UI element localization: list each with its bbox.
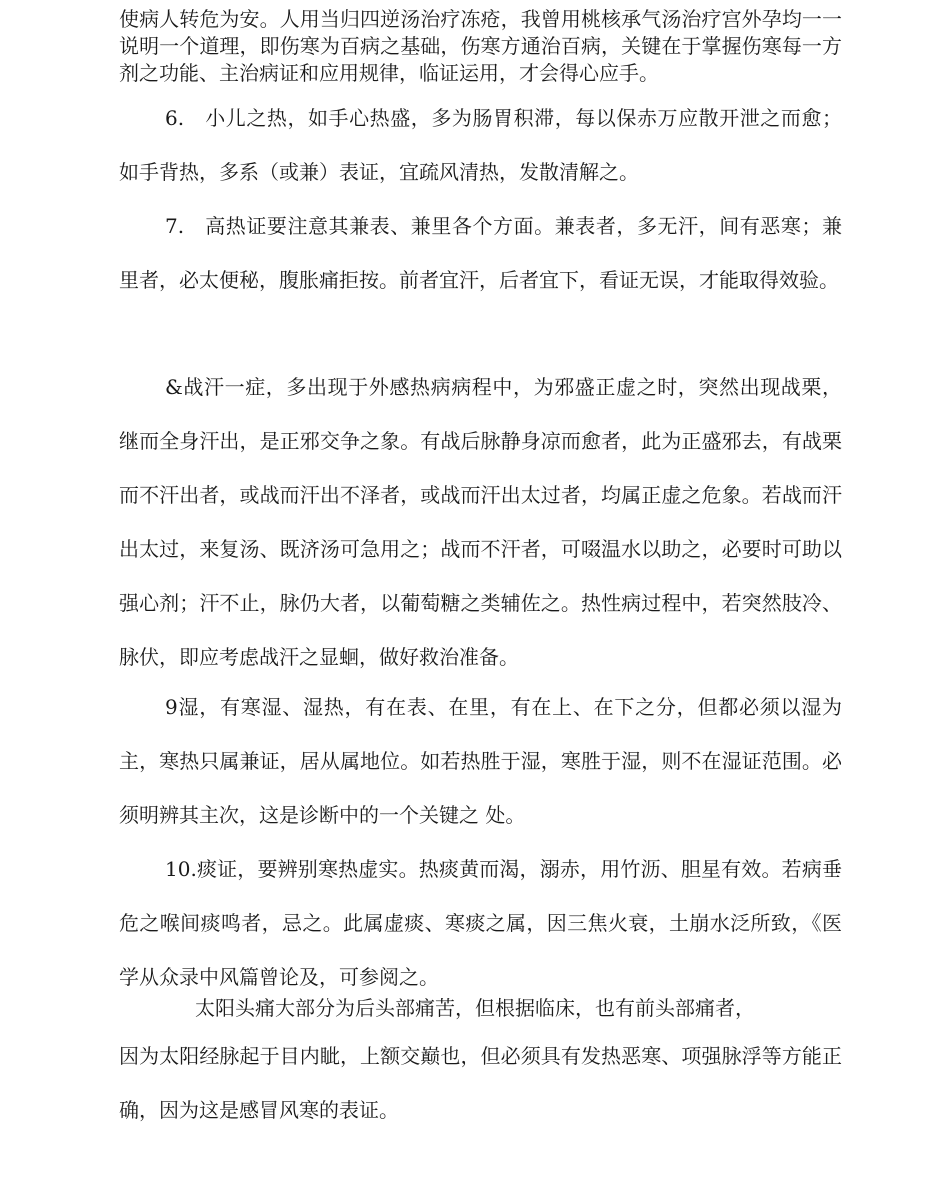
paragraph-taiyang-headache-first-line: 太阳头痛大部分为后头部痛苦，但根据临床，也有前头部痛者， (195, 996, 755, 1020)
paragraph-item-6: 6. 小儿之热，如手心热盛，多为肠胃积滞，每以保赤万应散开泄之而愈；如手背热，多系（或兼）表证，宜疏风清热，发散清解之。 (119, 106, 842, 184)
paragraph-item-9: 9湿，有寒湿、湿热，有在表、在里，有在上、在下之分，但都必须以湿为主，寒热只属兼证，居从属地位。如若热胜于湿，寒胜于湿，则不在湿证范围。必须明辨其主次，这是诊断中的一个关键之 处。 (119, 695, 842, 827)
paragraph-intro-continuation: 使病人转危为安。人用当归四逆汤治疗冻疮，我曾用桃核承气汤治疗宫外孕均一一说明一个道理，即伤寒为百病之基础，伤寒方通治百病，关键在于掌握伤寒每一方剂之功能、主治病证和应用规律，临证运用，才会得心应手。 (119, 7, 842, 85)
paragraph-item-8: &战汗一症，多出现于外感热病病程中，为邪盛正虚之时，突然出现战栗，继而全身汗出，是正邪交争之象。有战后脉静身凉而愈者，此为正盛邪去，有战栗而不汗出者，或战而汗出不泽者，或战而汗出太过者，均属正虚之危象。若战而汗出太过，来复汤、既济汤可急用之；战而不汗者，可啜温水以助之，必要时可助以强心剂；汗不止，脉仍大者，以葡萄糖之类辅佐之。热性病过程中，若突然肢冷、脉伏，即应考虑战汗之显蛔，做好救治准备。 (119, 375, 842, 669)
paragraph-item-10: 10.痰证，要辨别寒热虚实。热痰黄而渴，溺赤，用竹沥、胆星有效。若病垂危之喉间痰鸣者，忌之。此属虚痰、寒痰之属，因三焦火衰，土崩水泛所致，《医学从众录中风篇曾论及，可参阅之。 (119, 857, 842, 989)
paragraph-item-7: 7. 高热证要注意其兼表、兼里各个方面。兼表者，多无汗，间有恶寒；兼里者，必太便秘，腹胀痛拒按。前者宜汗，后者宜下，看证无误，才能取得效验。 (119, 214, 842, 292)
paragraph-taiyang-headache-continuation: 因为太阳经脉起于目内眦，上额交巅也，但必须具有发热恶寒、项强脉浮等方能正确，因为这是感冒风寒的表证。 (119, 1044, 842, 1122)
